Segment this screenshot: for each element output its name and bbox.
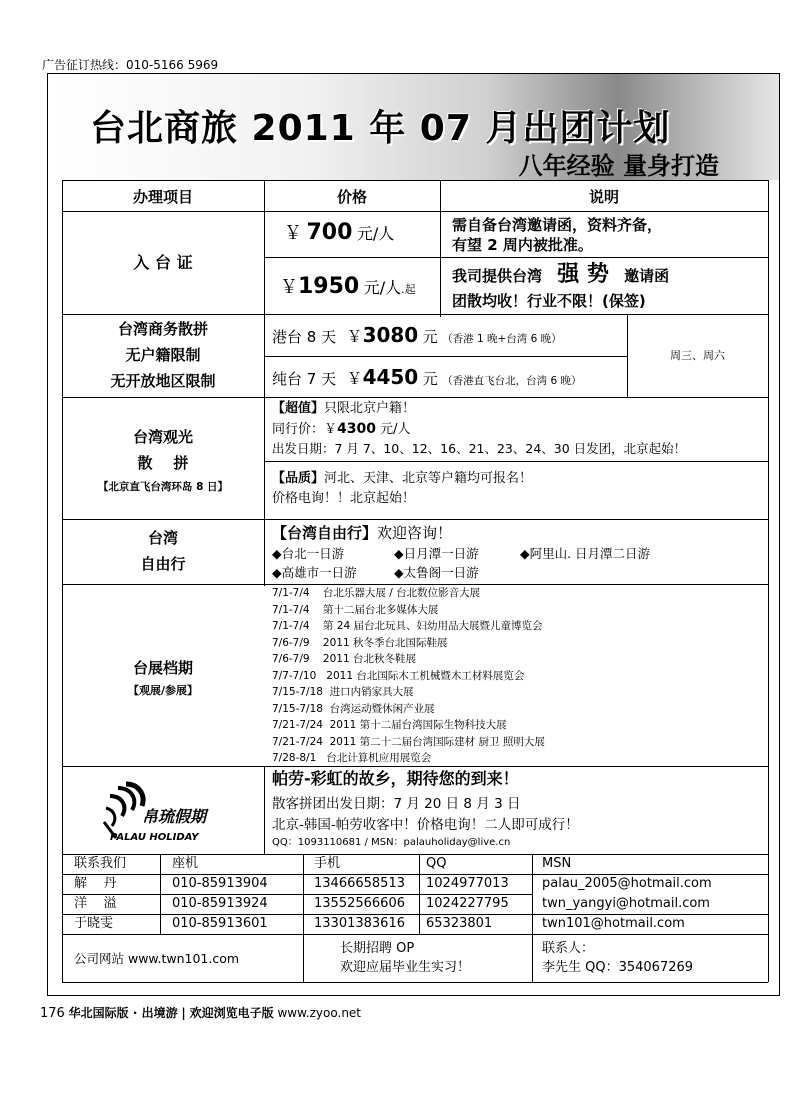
logo-cn-text: 帛琉假期 bbox=[142, 807, 207, 826]
footer-pub: 华北国际版 · 出境游 bbox=[68, 1006, 178, 1020]
permit-note-1a: 需自备台湾邀请函，资料齐备， bbox=[452, 216, 663, 234]
business-label-3: 无开放地区限制 bbox=[110, 372, 216, 390]
free-travel-item-4: ◆高雄市一日游 bbox=[272, 565, 357, 580]
free-travel-headline: 【台湾自由行】欢迎咨询！ bbox=[272, 524, 453, 542]
contacts-cell: 010-85913601 bbox=[172, 916, 268, 931]
contacts-cell: 010-85913904 bbox=[172, 876, 268, 891]
contacts-cell: 于晓雯 bbox=[74, 916, 114, 931]
permit-note-2: 我司提供台湾 强 势 邀请函 bbox=[452, 262, 670, 287]
contacts-cell: 13301383616 bbox=[314, 916, 405, 931]
page-footer: 176 华北国际版 · 出境游 | 欢迎浏览电子版 www.zyoo.net bbox=[40, 1006, 362, 1021]
expo-label-2: 【观展/参展】 bbox=[127, 684, 199, 697]
ad-hotline: 广告征订热线：010-5166 5969 bbox=[42, 58, 219, 72]
contacts-cell: 13552566606 bbox=[314, 896, 405, 911]
business-route-1: 港台 8 天 ￥3080 元 （香港 1 晚+台湾 6 晚） bbox=[272, 323, 562, 347]
palau-line3: 北京-韩国-帕劳收客中！价格电询！二人即可成行！ bbox=[272, 817, 579, 833]
header-price: 价格 bbox=[336, 188, 367, 206]
sightseeing-dates: 出发日期：7 月 7、10、12、16、21、23、24、30 日发团，北京起始！ bbox=[272, 441, 687, 456]
header-item: 办理项目 bbox=[132, 188, 193, 206]
recruit-line-1: 长期招聘 OP bbox=[340, 941, 415, 956]
free-travel-item-5: ◆太鲁阁一日游 bbox=[394, 565, 479, 580]
contacts-header: 座机 bbox=[172, 856, 199, 871]
free-travel-item-2: ◆日月潭一日游 bbox=[394, 546, 479, 561]
expo-item: 7/6-7/9 2011 台北秋冬鞋展 bbox=[272, 653, 416, 665]
expo-item: 7/21-7/24 2011 第十二届台湾国际生物科技大展 bbox=[272, 719, 507, 731]
sightseeing-quality: 【品质】河北、天津、北京等户籍均可报名！ bbox=[272, 471, 533, 486]
expo-item: 7/6-7/9 2011 秋冬季台北国际鞋展 bbox=[272, 636, 448, 649]
sightseeing-value: 【超值】只限北京户籍！ bbox=[272, 401, 416, 416]
expo-item: 7/7-7/10 2011 台北国际木工机械暨木工材料展览会 bbox=[272, 669, 525, 682]
contacts-cell: twn101@hotmail.com bbox=[542, 916, 685, 931]
contacts-cell: 洋 溢 bbox=[74, 896, 117, 911]
contacts-cell: 65323801 bbox=[426, 916, 493, 931]
contact-person: 李先生 QQ：354067269 bbox=[542, 960, 694, 975]
palau-dates: 散客拼团出发日期：7 月 20 日 8 月 3 日 bbox=[272, 796, 521, 812]
expo-item: 7/21-7/24 2011 第二十二届台湾国际建材 厨卫 照明大展 bbox=[272, 735, 545, 748]
recruit-line-2: 欢迎应届毕业生实习！ bbox=[340, 960, 471, 975]
expo-item: 7/28-8/1 台北计算机应用展览会 bbox=[272, 752, 432, 764]
footer-url: www.zyoo.net bbox=[277, 1006, 362, 1020]
palau-headline: 帕劳-彩虹的故乡，期待您的到来！ bbox=[272, 769, 519, 788]
footer-text: 欢迎浏览电子版 bbox=[189, 1006, 274, 1020]
contacts-cell: 1024227795 bbox=[426, 896, 509, 911]
free-travel-item-3: ◆阿里山. 日月潭二日游 bbox=[520, 546, 651, 561]
contacts-header: 联系我们 bbox=[74, 856, 127, 871]
business-label-2: 无户籍限制 bbox=[125, 346, 201, 364]
business-route-2: 纯台 7 天 ￥4450 元 （香港直飞台北，台湾 6 晚） bbox=[272, 365, 582, 389]
contacts-header: MSN bbox=[542, 856, 572, 871]
free-travel-item-1: ◆台北一日游 bbox=[272, 546, 345, 561]
contacts-header: 手机 bbox=[314, 856, 341, 871]
permit-price-1: ￥ 700 元/人 bbox=[284, 220, 395, 245]
header-note: 说明 bbox=[588, 188, 619, 206]
permit-label: 入 台 证 bbox=[133, 253, 193, 272]
banner bbox=[48, 74, 779, 180]
company-website: 公司网站 www.twn101.com bbox=[74, 951, 240, 966]
page-number: 176 bbox=[40, 1006, 65, 1021]
expo-item: 7/1-7/4 第 24 届台北玩具、妇幼用品大展暨儿童博览会 bbox=[272, 620, 543, 632]
page-subtitle: 八年经验 量身打造 bbox=[518, 152, 719, 180]
free-travel-label-2: 自由行 bbox=[140, 555, 186, 573]
expo-item: 7/15-7/18 台湾运动暨休闲产业展 bbox=[272, 702, 435, 715]
permit-note-1b: 有望 2 周内被批准。 bbox=[452, 236, 593, 254]
permit-note-2b: 团散均收！行业不限！(保签) bbox=[452, 292, 646, 310]
logo-en-text: PALAU HOLIDAY bbox=[110, 832, 199, 843]
contacts-cell: 1024977013 bbox=[426, 876, 509, 891]
contact-label: 联系人： bbox=[542, 941, 595, 956]
contacts-header: QQ bbox=[426, 856, 447, 871]
business-label-1: 台湾商务散拼 bbox=[117, 320, 208, 338]
expo-item: 7/1-7/4 第十二届台北多媒体大展 bbox=[272, 603, 439, 616]
expo-item: 7/15-7/18 进口内销家具大展 bbox=[272, 686, 414, 698]
sightseeing-label-1: 台湾观光 bbox=[132, 428, 193, 446]
palau-logo bbox=[98, 778, 218, 848]
expo-label-1: 台展档期 bbox=[132, 659, 193, 677]
page-title: 台北商旅 2011 年 07 月出团计划 bbox=[90, 108, 671, 149]
free-travel-label-1: 台湾 bbox=[147, 529, 178, 547]
contacts-cell: palau_2005@hotmail.com bbox=[542, 876, 712, 891]
palau-contact: QQ：1093110681 / MSN：palauholiday@live.cn bbox=[272, 837, 511, 848]
business-days: 周三、周六 bbox=[670, 349, 725, 362]
sightseeing-label-2: 散 拼 bbox=[137, 454, 189, 472]
permit-price-2: ￥1950 元/人.起 bbox=[280, 274, 416, 299]
sightseeing-peer-price: 同行价：￥4300 元/人 bbox=[272, 421, 411, 437]
contacts-cell: twn_yangyi@hotmail.com bbox=[542, 896, 710, 911]
sightseeing-quality-2: 价格电询！！北京起始！ bbox=[272, 491, 416, 506]
contacts-cell: 010-85913924 bbox=[172, 896, 268, 911]
contacts-cell: 13466658513 bbox=[314, 876, 405, 891]
expo-item: 7/1-7/4 台北乐器大展 / 台北数位影音大展 bbox=[272, 587, 481, 599]
contacts-cell: 解 丹 bbox=[74, 876, 117, 891]
sightseeing-label-3: 【北京直飞台湾环岛 8 日】 bbox=[97, 481, 229, 493]
